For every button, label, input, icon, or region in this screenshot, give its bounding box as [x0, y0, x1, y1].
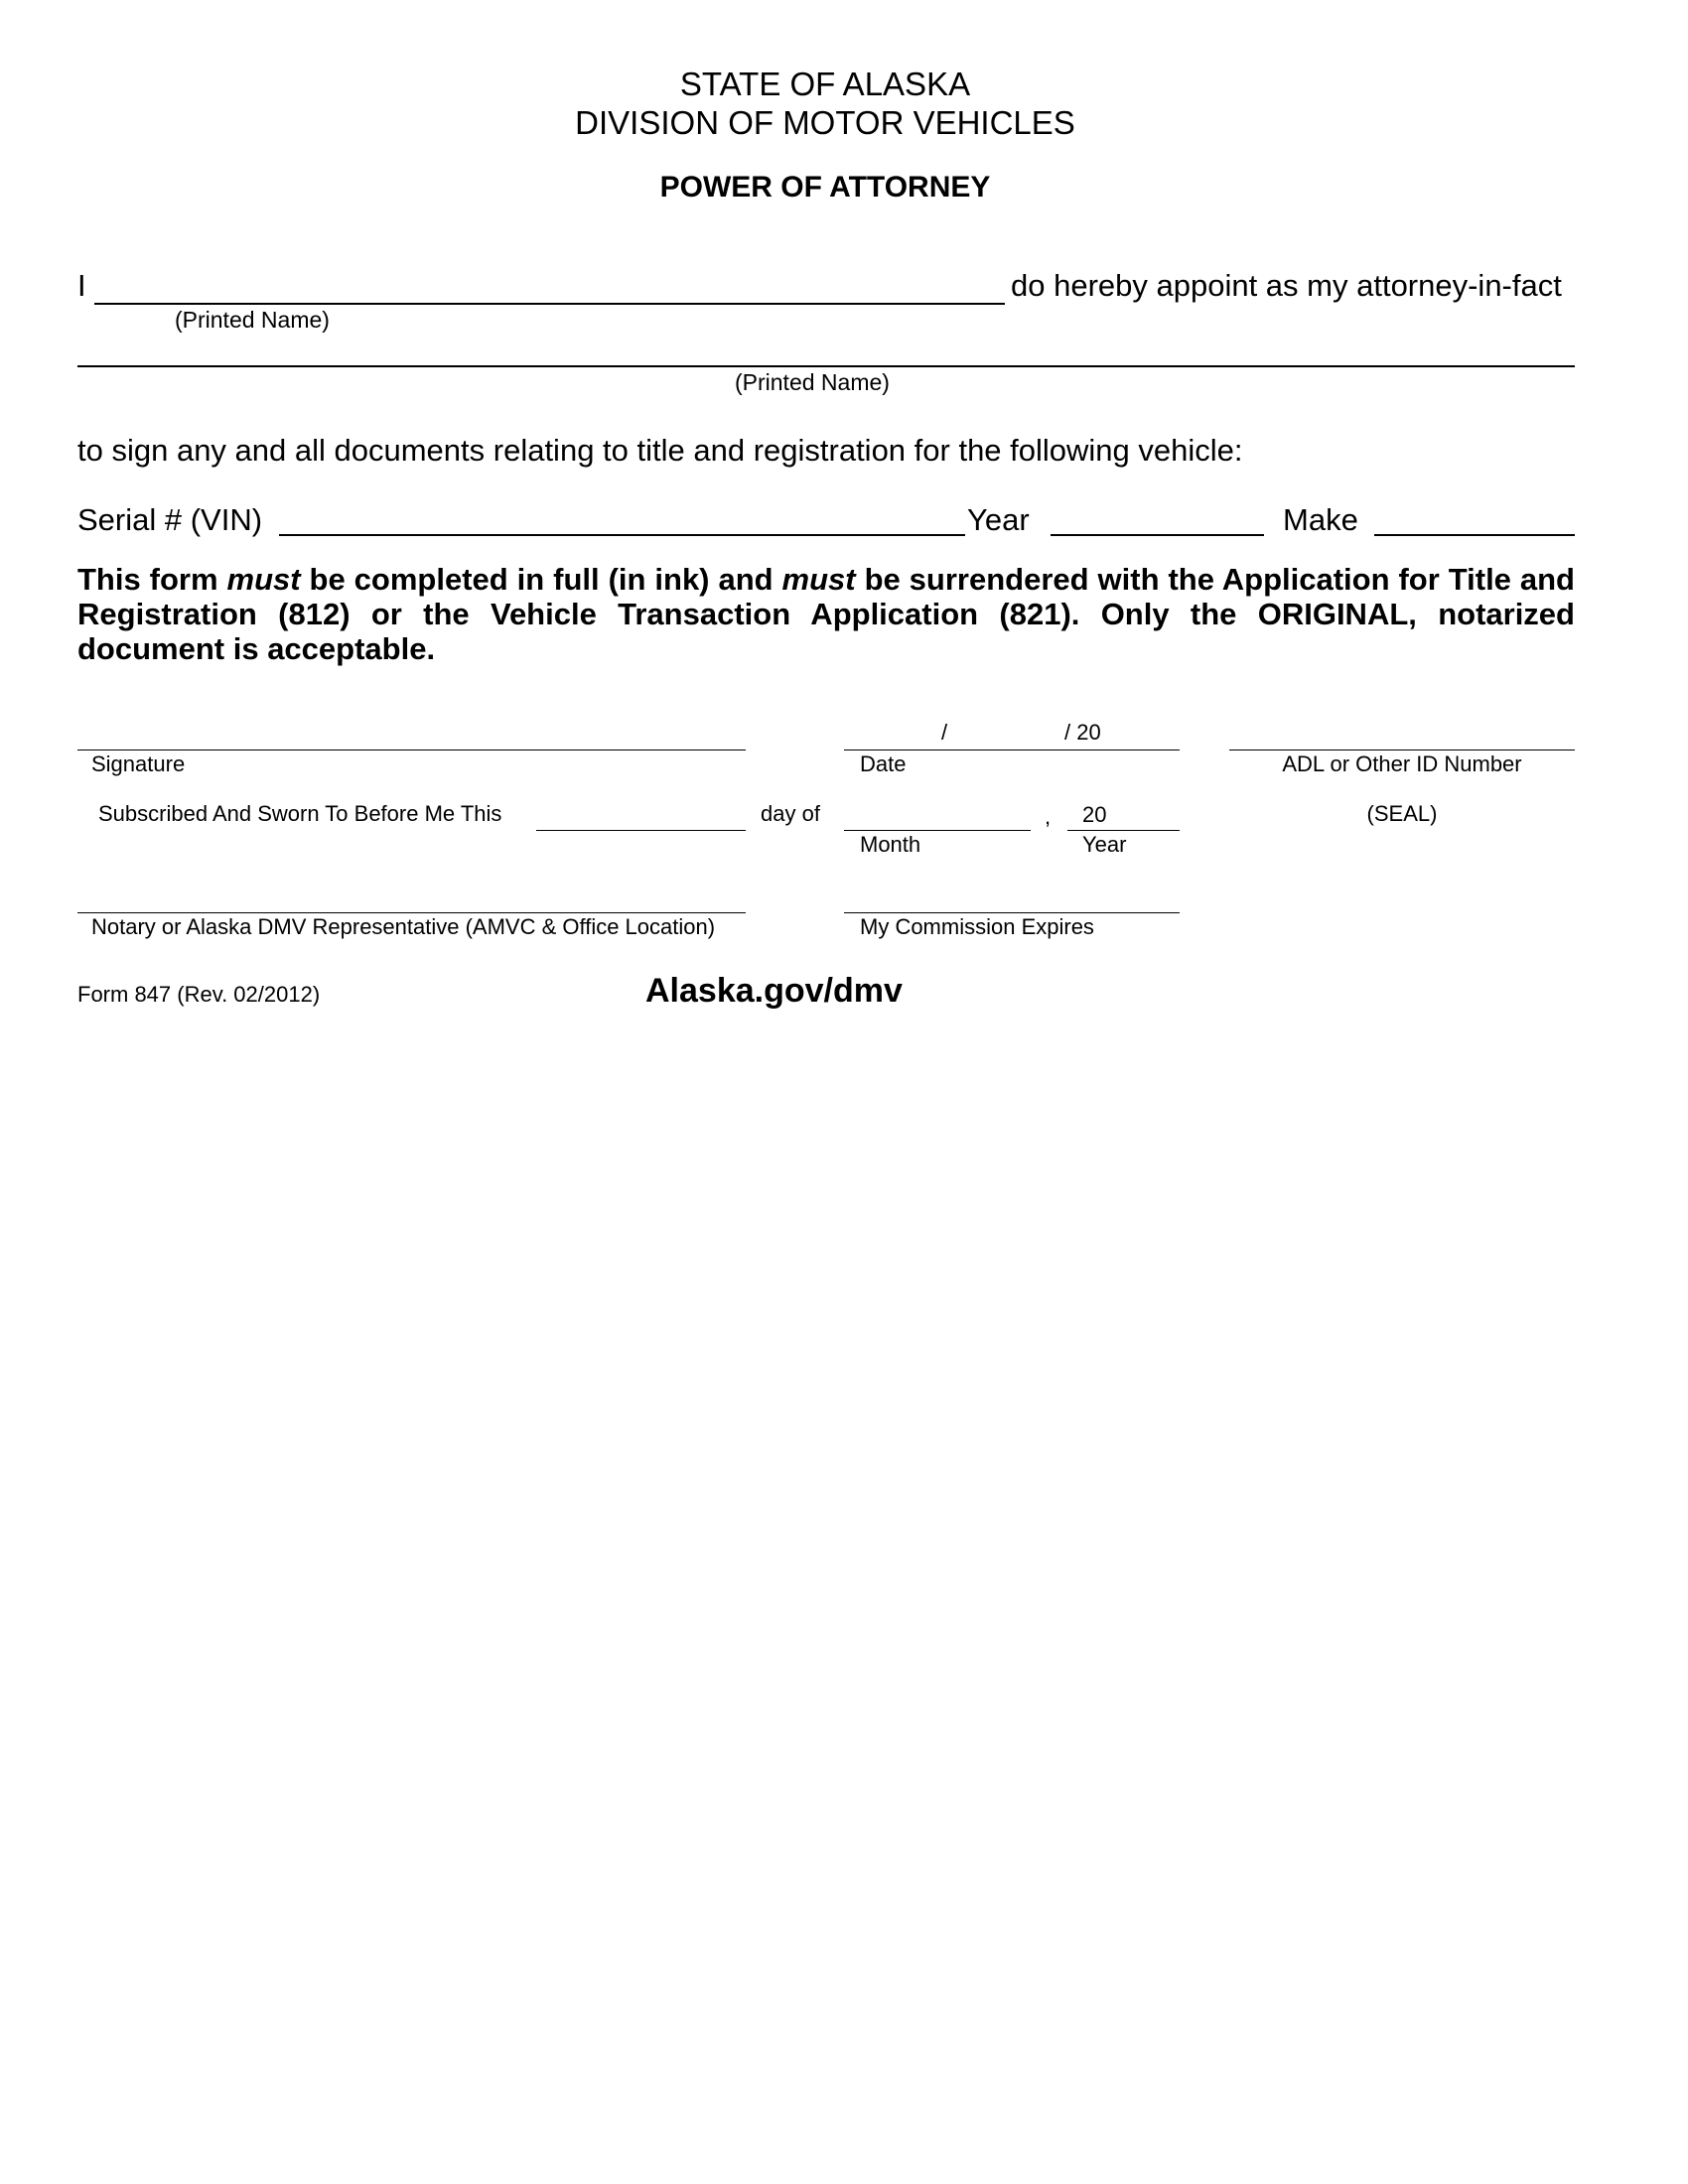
appoint-prefix: I [77, 268, 86, 303]
comma-text: , [1045, 804, 1052, 829]
signature-field[interactable] [77, 750, 746, 751]
date-label: Date [860, 751, 907, 776]
form-id: Form 847 (Rev. 02/2012) [77, 982, 321, 1007]
notice-part2: be completed in full (in ink) and [309, 562, 774, 597]
principal-name-caption: (Printed Name) [175, 307, 330, 333]
page-title: POWER OF ATTORNEY [659, 171, 991, 204]
notice-part3: be surrendered with the Application for Title and Registration (812) or the Vehicle Transaction Application (821). Only the ORIGINAL, notarized document is acceptable. [77, 562, 1575, 666]
year-caption: Year [1082, 832, 1127, 857]
day-of-text: day of [761, 801, 820, 826]
sworn-day-field[interactable] [536, 830, 746, 831]
seal-label: (SEAL) [1366, 801, 1438, 826]
commission-expires-field[interactable] [844, 912, 1180, 913]
notice-must-1: must [226, 562, 301, 597]
signature-label: Signature [91, 751, 186, 776]
vin-field[interactable] [279, 534, 965, 536]
year-field[interactable] [1051, 534, 1264, 536]
purpose-text: to sign any and all documents relating to title and registration for the following vehicle: [77, 433, 1243, 468]
commission-expires-label: My Commission Expires [860, 914, 1094, 939]
notary-label: Notary or Alaska DMV Representative (AMVC & Office Location) [91, 914, 716, 939]
make-label: Make [1283, 502, 1358, 537]
attorney-name-caption: (Printed Name) [735, 369, 890, 395]
id-number-field[interactable] [1229, 750, 1575, 751]
attorney-name-field[interactable] [77, 365, 1575, 367]
sworn-month-field[interactable] [844, 830, 1031, 831]
principal-name-field[interactable] [94, 303, 1005, 305]
notice-part1: This form [77, 562, 218, 597]
year-label: Year [967, 502, 1030, 537]
sworn-year-field[interactable] [1067, 830, 1180, 831]
date-field[interactable] [844, 750, 1180, 751]
date-slash-1: / [941, 720, 948, 745]
dmv-url: Alaska.gov/dmv [645, 972, 903, 1010]
sworn-text: Subscribed And Sworn To Before Me This [98, 801, 502, 826]
vin-label: Serial # (VIN) [77, 502, 263, 537]
month-label: Month [860, 832, 921, 857]
make-field[interactable] [1374, 534, 1575, 536]
sworn-year-prefix: 20 [1082, 802, 1107, 827]
id-number-label: ADL or Other ID Number [1282, 751, 1522, 776]
date-slash-2: / 20 [1064, 720, 1101, 745]
notice-paragraph [77, 562, 1575, 666]
appoint-suffix: do hereby appoint as my attorney-in-fact [1011, 268, 1562, 303]
notice-must-2: must [781, 562, 856, 597]
header-division: DIVISION OF MOTOR VEHICLES [575, 104, 1075, 141]
notary-field[interactable] [77, 912, 746, 913]
header-state: STATE OF ALASKA [679, 66, 971, 102]
